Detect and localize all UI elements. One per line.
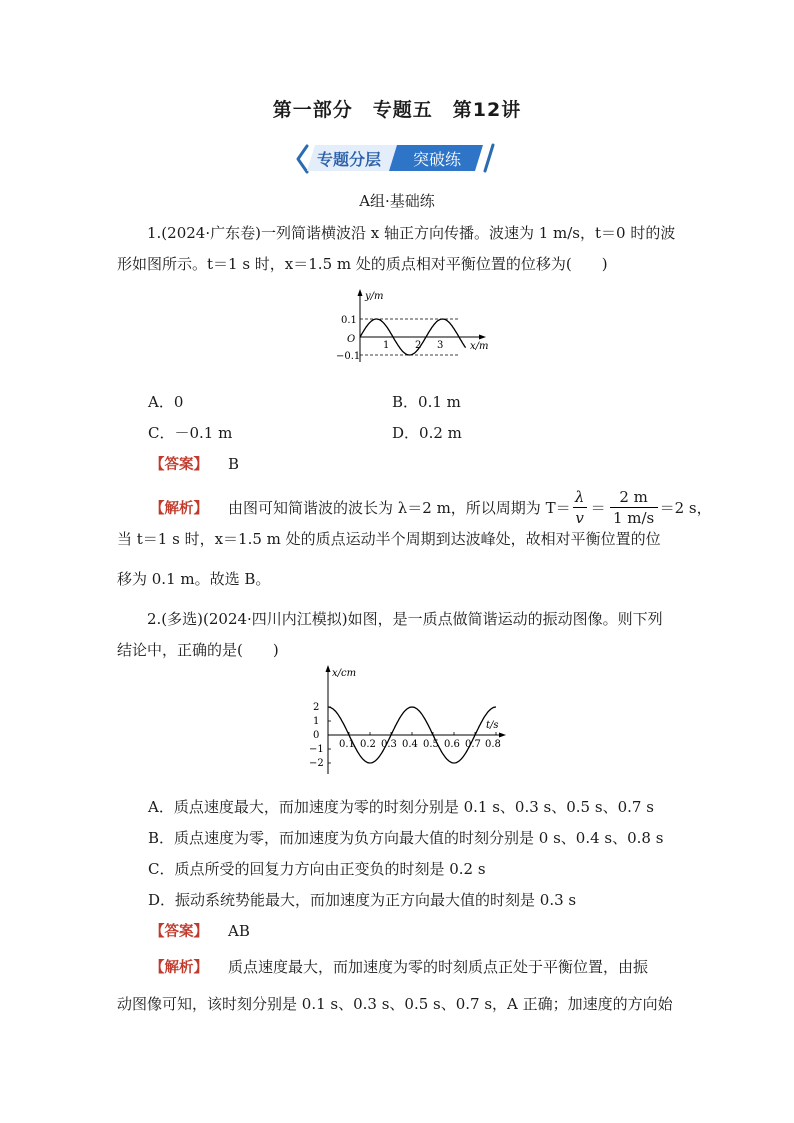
- q1-analysis-text-pre: 由图可知简谐波的波长为 λ＝2 m，所以周期为 T＝: [228, 499, 571, 517]
- q2-y-tick-neg1: −1: [309, 744, 324, 755]
- q2-y-label: x/cm: [332, 668, 357, 679]
- q1-x-tick-3: 3: [437, 340, 444, 351]
- section-banner: [293, 140, 503, 178]
- q2-option-d[interactable]: D．振动系统势能最大，而加速度为正方向最大值的时刻是 0.3 s: [148, 891, 577, 909]
- banner-label-left: 专题分层: [316, 149, 381, 169]
- q1-analysis-line3: 移为 0.1 m。故选 B。: [117, 570, 271, 588]
- q2-x-tick-0.2: 0.2: [360, 739, 376, 750]
- q1-wave-figure: [330, 286, 490, 368]
- q2-stem-line1: 2.(多选)(2024·四川内江模拟)如图，是一质点做简谐运动的振动图像。则下列: [147, 610, 663, 628]
- q1-fraction-values: 2 m 1 m/s: [610, 487, 658, 528]
- q1-analysis-line2: 当 t＝1 s 时，x＝1.5 m 处的质点运动半个周期到达波峰处，故相对平衡位置的位: [117, 530, 661, 548]
- banner-label-right: 突破练: [412, 149, 461, 169]
- q2-analysis-line1: 【解析】 质点速度最大，而加速度为零的时刻质点正处于平衡位置，由振: [150, 958, 649, 976]
- q2-x-label: t/s: [486, 720, 499, 731]
- q1-analysis-line1: 【解析】 由图可知简谐波的波长为 λ＝2 m，所以周期为 T＝ λ v ＝ 2 m 1 m/s ＝2 s，: [150, 488, 712, 527]
- q2-x-tick-0.3: 0.3: [381, 739, 397, 750]
- q1-x-tick-1: 1: [383, 340, 390, 351]
- q1-y-label: y/m: [365, 291, 384, 302]
- q2-x-tick-0.7: 0.7: [465, 739, 481, 750]
- q2-vibration-figure: [298, 662, 510, 780]
- q1-answer-tag: 【答案】: [150, 457, 208, 473]
- q1-analysis-tag: 【解析】: [150, 501, 208, 517]
- q2-option-c[interactable]: C．质点所受的回复力方向由正变负的时刻是 0.2 s: [148, 860, 486, 878]
- q2-stem-line2: 结论中，正确的是( ): [117, 641, 279, 659]
- q2-answer-tag: 【答案】: [150, 924, 208, 940]
- q1-option-a[interactable]: A．0: [148, 393, 184, 411]
- q1-y-tick-top: 0.1: [341, 315, 357, 326]
- q2-x-tick-0.4: 0.4: [402, 739, 418, 750]
- q2-x-tick-0.5: 0.5: [423, 739, 439, 750]
- q1-stem-line1: 1.(2024·广东卷)一列简谐横波沿 x 轴正方向传播。波速为 1 m/s，t＝0 时的波: [147, 224, 676, 242]
- q1-origin-label: O: [347, 334, 356, 345]
- q2-analysis-line2: 动图像可知，该时刻分别是 0.1 s、0.3 s、0.5 s、0.7 s，A 正确；加速度的方向始: [117, 995, 673, 1013]
- q1-option-d[interactable]: D．0.2 m: [392, 424, 462, 442]
- q1-fraction-lambda-v: λ v: [573, 487, 587, 528]
- q2-answer-value: AB: [228, 922, 250, 940]
- q2-y-tick-2: 2: [313, 702, 320, 713]
- q2-y-tick-0: 0: [313, 730, 320, 741]
- q2-option-b[interactable]: B．质点速度为零，而加速度为负方向最大值的时刻分别是 0 s、0.4 s、0.8 s: [148, 829, 664, 847]
- q1-y-tick-bottom: −0.1: [336, 351, 361, 362]
- q2-y-tick-neg2: −2: [309, 758, 324, 769]
- q1-answer-row: [150, 453, 239, 474]
- q1-answer-value: B: [228, 455, 240, 473]
- group-title: A组·基础练: [359, 192, 435, 210]
- q1-x-label: x/m: [470, 341, 489, 352]
- q2-answer-row: [150, 920, 250, 941]
- q2-x-tick-0.1: 0.1: [339, 739, 355, 750]
- q1-x-tick-2: 2: [415, 340, 422, 351]
- q2-y-tick-1: 1: [313, 716, 320, 727]
- q1-stem-line2: 形如图所示。t＝1 s 时，x＝1.5 m 处的质点相对平衡位置的位移为( ): [117, 255, 608, 273]
- q2-x-tick-0.8: 0.8: [485, 739, 501, 750]
- q2-analysis-tag: 【解析】: [150, 960, 208, 976]
- q2-x-tick-0.6: 0.6: [444, 739, 460, 750]
- page-title: 第一部分 专题五 第12讲: [272, 99, 522, 121]
- q2-option-a[interactable]: A．质点速度最大，而加速度为零的时刻分别是 0.1 s、0.3 s、0.5 s、0.7 s: [148, 798, 654, 816]
- q1-analysis-text-post: ＝2 s，: [659, 499, 712, 517]
- q1-option-c[interactable]: C．－0.1 m: [148, 424, 233, 442]
- q1-option-b[interactable]: B．0.1 m: [392, 393, 461, 411]
